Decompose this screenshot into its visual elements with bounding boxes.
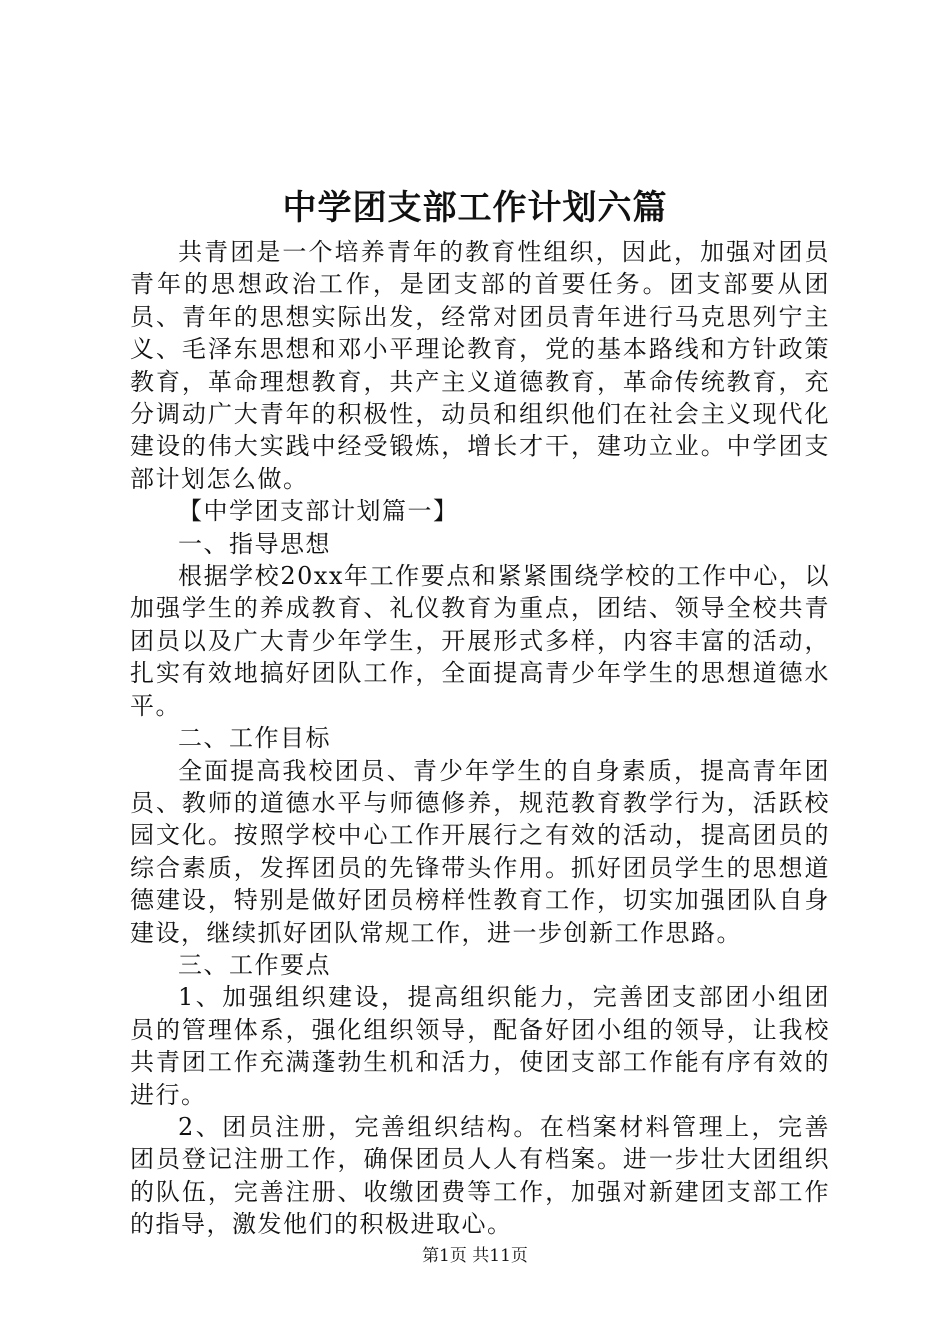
heading-guiding-ideology: 一、指导思想 (178, 529, 331, 558)
section-heading-part-one: 【中学团支部计划篇一】 (178, 497, 459, 526)
paragraph-work-goals: 全面提高我校团员、青少年学生的自身素质，提高青年团员、教师的道德水平与师德修养，规范教育教学行为，活跃校园文化。按照学校中心工作开展行之有效的活动，提高团员的综合素质，发挥团员的先锋带头作用。抓好团员学生的思想道德建设，特别是做好团员榜样性教育工作，切实加强团队自身建设，继续抓好团队常规工作，进一步创新工作思路。 (130, 756, 830, 947)
intro-paragraph: 共青团是一个培养青年的教育性组织，因此，加强对团员青年的思想政治工作，是团支部的首要任务。团支部要从团员、青年的思想实际出发，经常对团员青年进行马克思列宁主义、毛泽东思想和邓小平理论教育，党的基本路线和方针政策教育，革命理想教育，共产主义道德教育，革命传统教育，充分调动广大青年的积极性，动员和组织他们在社会主义现代化建设的伟大实践中经受锻炼，增长才干，建功立业。中学团支部计划怎么做。 (130, 238, 830, 493)
heading-work-points: 三、工作要点 (178, 950, 331, 979)
document-title: 中学团支部工作计划六篇 (282, 188, 668, 228)
document-body (130, 236, 830, 1241)
paragraph-work-point-1: 1、加强组织建设，提高组织能力，完善团支部团小组团员的管理体系，强化组织领导，配备好团小组的领导，让我校共青团工作充满蓬勃生机和活力，使团支部工作能有序有效的进行。 (130, 983, 830, 1109)
paragraph-work-point-2: 2、团员注册，完善组织结构。在档案材料管理上，完善团员登记注册工作，确保团员人人有档案。进一步壮大团组织的队伍，完善注册、收缴团费等工作，加强对新建团支部工作的指导，激发他们的积极进取心。 (130, 1112, 830, 1239)
heading-work-goals: 二、工作目标 (178, 724, 331, 753)
paragraph-guiding-ideology: 根据学校20xx年工作要点和紧紧围绕学校的工作中心，以加强学生的养成教育、礼仪教育为重点，团结、领导全校共青团员以及广大青少年学生，开展形式多样，内容丰富的活动，扎实有效地搞好团队工作，全面提高青少年学生的思想道德水平。 (130, 562, 830, 720)
page-number-footer: 第1页 共11页 (422, 1246, 528, 1266)
